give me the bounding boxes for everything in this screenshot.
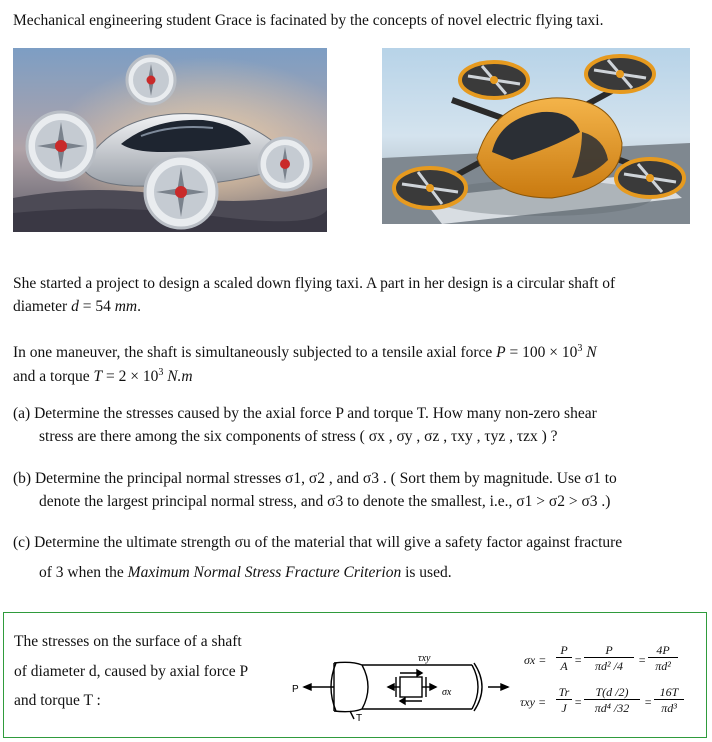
equation-tau-xy [520,685,704,721]
eq1-eq-2: = [638,653,647,667]
eq1-lhs: σx = [524,653,547,667]
eq2-f2-bar [584,699,640,700]
diagram-label-sx: σx [442,687,452,698]
intro-text: Mechanical engineering student Grace is facinated by the concepts of novel electric flying taxi. [13,12,604,29]
T-variable: T [93,368,103,386]
torque-label: and a torque [13,368,90,386]
rotor-rear-right [259,138,311,190]
eq1-f1-num: P [560,643,568,657]
eq1-f3-num: 4P [656,643,670,657]
question-c-line-2 [39,561,452,584]
criterion-name: Maximum Normal Stress Fracture Criterion [127,564,402,581]
P-unit: N [586,344,597,362]
eq2-f1-num: Tr [558,685,570,699]
flying-car-illustration-2 [382,48,690,224]
T-value: = 2 × 10 [105,368,159,386]
criterion-prefix: of 3 when the [39,564,124,581]
rotor-front-left [27,112,95,180]
eq2-f2-den: πd⁴ /32 [594,701,630,715]
rotor-bottom-right [616,159,684,197]
box-line-3: and torque T : [14,692,101,709]
rotor-top-right [586,56,654,92]
equation-sigma-x [524,643,704,679]
eq2-f3-bar [654,699,684,700]
criterion-suffix: is used. [405,564,452,581]
question-b-line-2: denote the largest principal normal stress, and σ3 to denote the smallest, i.e., σ1 > σ2 > σ3 .) [39,493,611,510]
question-a-line-1: (a) Determine the stresses caused by the axial force P and torque T. How many non-zero shear [13,405,597,422]
eq2-f1-bar [556,699,572,700]
box-line-1: The stresses on the surface of a shaft [14,633,242,650]
diagram-label-txy: τxy [418,653,431,664]
eq1-f2-bar [584,657,634,658]
eq2-f3-num: 16T [659,685,679,699]
flying-car-photo-2 [382,48,690,224]
flying-car-photo-1 [13,48,327,232]
d-unit: mm [114,298,138,315]
force-label: In one maneuver, the shaft is simultaneously subjected to a tensile axial force [13,344,493,362]
d-period: . [137,298,141,315]
eq1-f2-num: P [605,643,613,657]
project-line-1: She started a project to design a scaled down flying taxi. A part in her design is a circular shaft of [13,275,616,292]
eq1-f1-bar [556,657,572,658]
T-unit: N.m [167,368,193,386]
box-line-2: of diameter d, caused by axial force P [14,663,249,680]
eq2-f2-num: T(d /2) [595,685,629,699]
maneuver-line-2 [13,361,193,388]
eq1-f1-den: A [560,659,568,673]
eq1-f3-den: πd² [655,659,671,673]
eq2-eq-2: = [644,695,653,709]
question-a-line-2: stress are there among the six components of stress ( σx , σy , σz , τxy , τyz , τzx ) ? [39,428,558,445]
diagram-label-T: T [356,713,363,721]
rotor-rear-top [127,56,175,104]
eq1-eq-1: = [574,653,583,667]
project-line-2 [13,295,141,318]
diameter-label: diameter [13,298,68,315]
diagram-label-P: P [292,684,299,695]
eq2-eq-1: = [574,695,583,709]
eq2-f1-den: J [561,701,567,715]
eq1-f2-den: πd² /4 [595,659,623,673]
rotor-bottom-left [394,168,466,208]
eq2-f3-den: πd³ [661,701,677,715]
rotor-top-left [460,62,528,98]
question-b-line-1: (b) Determine the principal normal stresses σ1, σ2 , and σ3 . ( Sort them by magnitude. Use σ1 to [13,470,617,487]
P-exponent: 3 [577,343,583,354]
rotor-front-bottom [145,156,217,228]
T-exponent: 3 [158,367,164,378]
question-c-line-1: (c) Determine the ultimate strength σu of the material that will give a safety factor against fracture [13,534,623,551]
d-value: = 54 [82,298,111,315]
P-value: = 100 × 10 [509,344,578,362]
eq2-lhs: τxy = [520,695,547,709]
eq1-f3-bar [648,657,678,658]
P-variable: P [496,344,506,362]
shaft-diagram [292,629,512,721]
d-variable: d [71,298,79,315]
formula-box [3,612,707,738]
flying-car-illustration-1 [13,48,327,232]
